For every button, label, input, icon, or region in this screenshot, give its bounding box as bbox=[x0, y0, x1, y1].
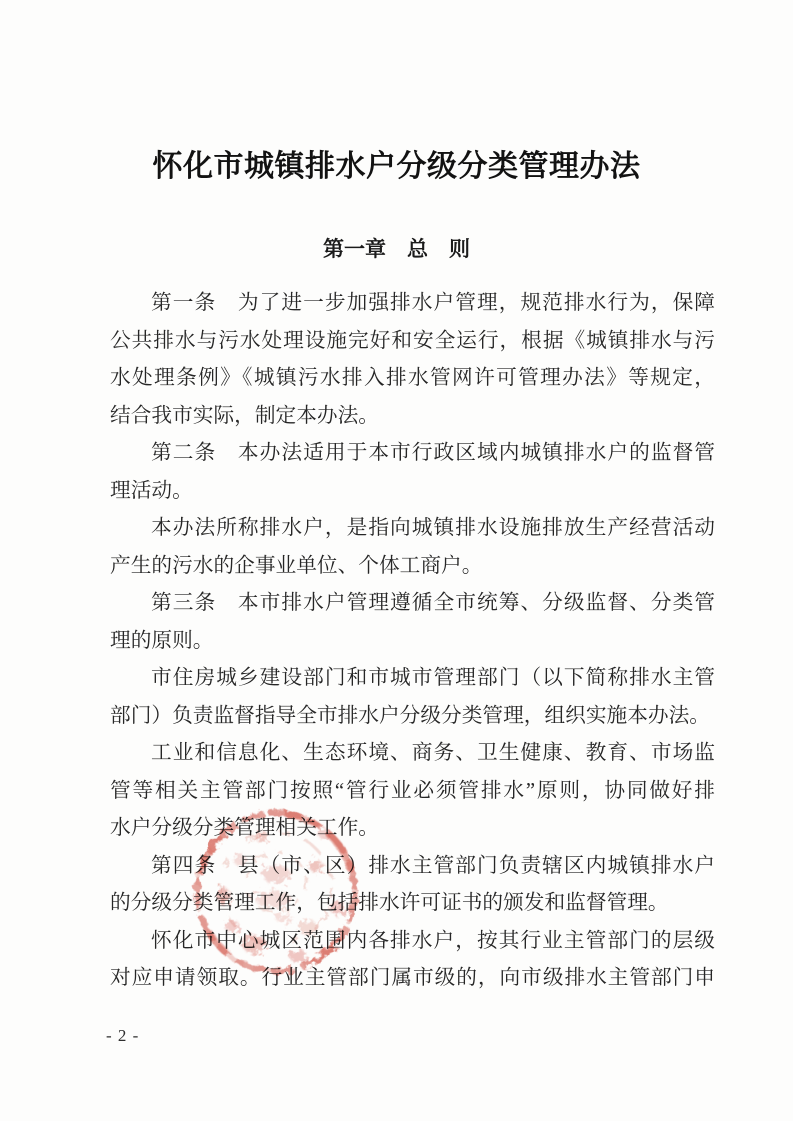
text-line: 第一条 为了进一步加强排水户管理，规范排水行为，保障 bbox=[151, 292, 715, 314]
text-line: 工业和信息化、生态环境、商务、卫生健康、教育、市场监 bbox=[151, 742, 715, 764]
chapter-heading: 第一章 总 则 bbox=[323, 238, 470, 261]
text-line: 理活动。 bbox=[110, 479, 193, 502]
text-line: 怀化市中心城区范围内各排水户，按其行业主管部门的层级 bbox=[151, 929, 715, 952]
text-line: 第四条 县（市、区）排水主管部门负责辖区内城镇排水户 bbox=[151, 854, 715, 877]
page-number: - 2 - bbox=[106, 1026, 140, 1045]
text-line: 部门）负责监督指导全市排水户分级分类管理，组织实施本办法。 bbox=[110, 704, 710, 727]
text-line: 对应申请领取。行业主管部门属市级的，向市级排水主管部门申 bbox=[110, 967, 715, 989]
text-line: 水户分级分类管理相关工作。 bbox=[110, 817, 379, 839]
text-line: 结合我市实际，制定本办法。 bbox=[110, 404, 379, 427]
text-line: 产生的污水的企事业单位、个体工商户。 bbox=[110, 554, 483, 577]
text-line: 本办法所称排水户，是指向城镇排水设施排放生产经营活动 bbox=[151, 517, 715, 539]
text-line: 第三条 本市排水户管理遵循全市统筹、分级监督、分类管 bbox=[151, 592, 715, 614]
text-line: 第二条 本办法适用于本市行政区域内城镇排水户的监督管 bbox=[151, 442, 715, 464]
text-line: 理的原则。 bbox=[110, 629, 214, 652]
text-line: 公共排水与污水处理设施完好和安全运行，根据《城镇排水与污 bbox=[110, 329, 715, 352]
text-line: 水处理条例》《城镇污水排入排水管网许可管理办法》等规定， bbox=[110, 367, 715, 389]
text-line: 管等相关主管部门按照“管行业必须管排水”原则，协同做好排 bbox=[110, 779, 715, 802]
text-line: 的分级分类管理工作，包括排水许可证书的颁发和监督管理。 bbox=[110, 892, 669, 914]
document-title: 怀化市城镇排水户分级分类管理办法 bbox=[152, 150, 641, 183]
document-body bbox=[110, 285, 715, 998]
text-line: 市住房城乡建设部门和市城市管理部门（以下简称排水主管 bbox=[151, 667, 715, 689]
